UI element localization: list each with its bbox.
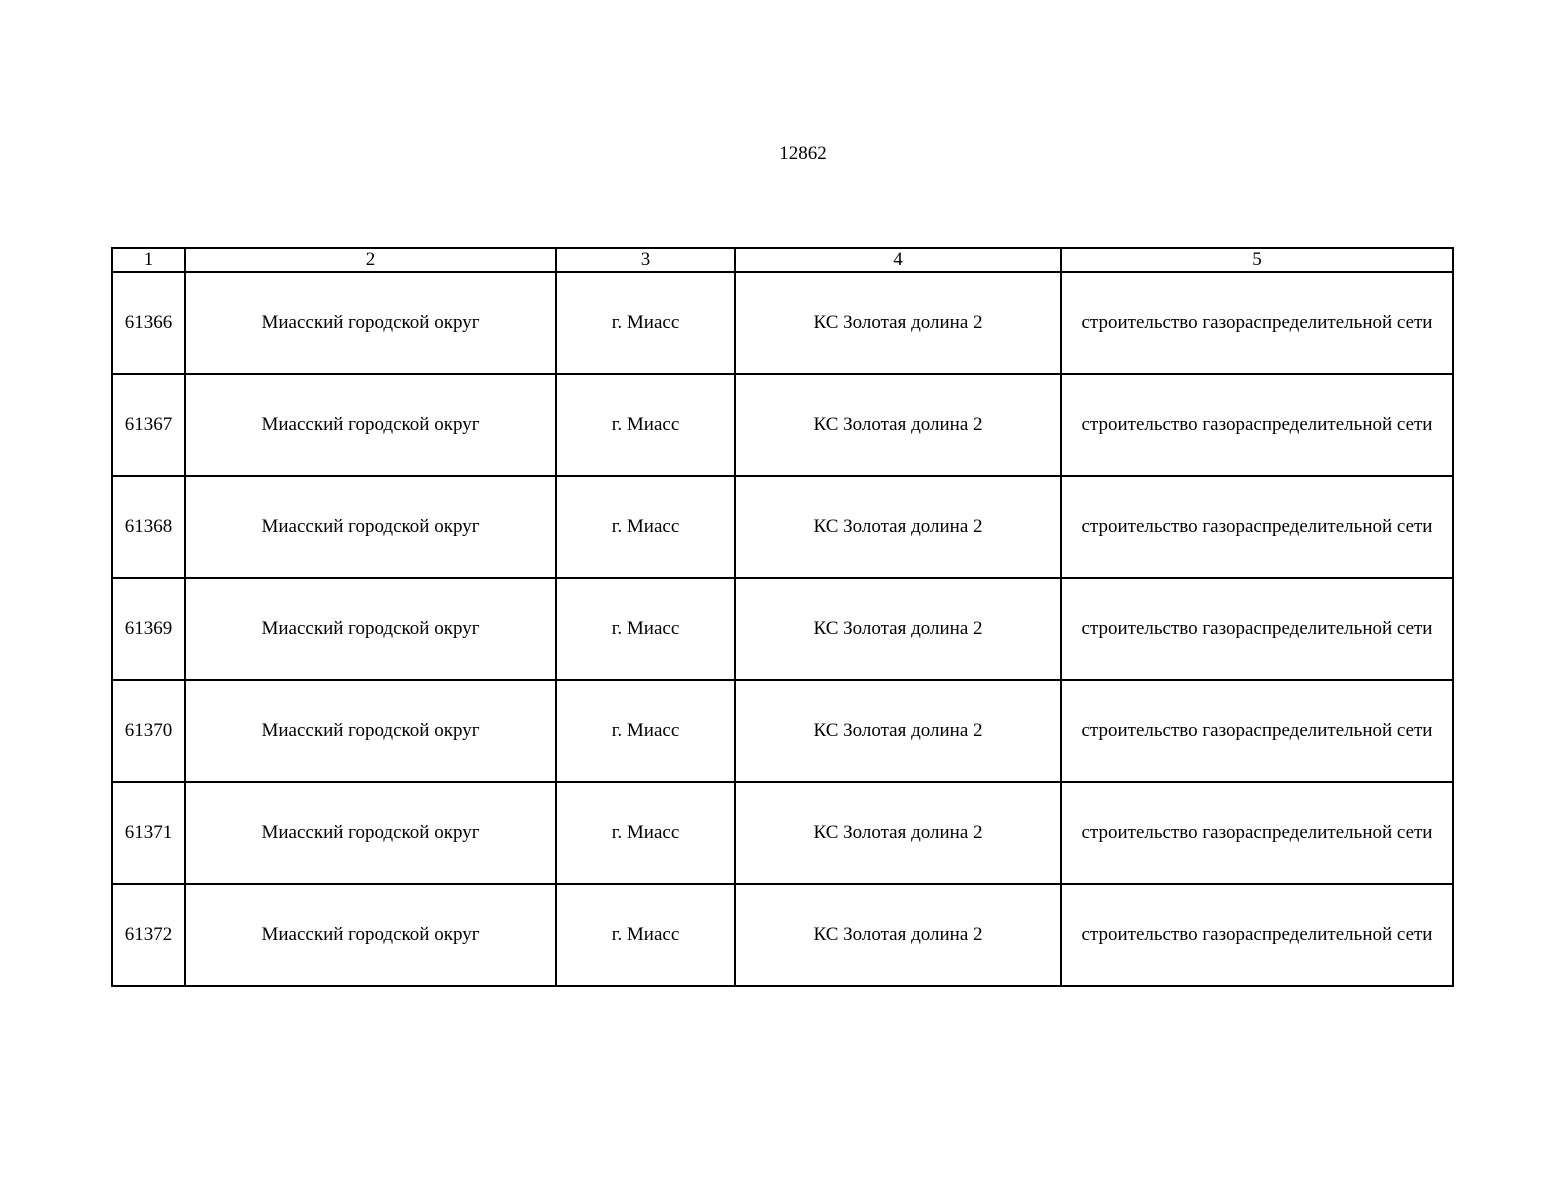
column-header: 2	[185, 248, 556, 272]
cell-number: 61369	[112, 578, 185, 680]
table-row	[112, 476, 1453, 578]
registry-table	[111, 247, 1454, 987]
cell-number: 61370	[112, 680, 185, 782]
cell-purpose: строительство газораспределительной сети	[1061, 578, 1453, 680]
cell-locality: г. Миасс	[556, 680, 735, 782]
column-header: 1	[112, 248, 185, 272]
table-row	[112, 578, 1453, 680]
cell-object: КС Золотая долина 2	[735, 578, 1061, 680]
cell-object: КС Золотая долина 2	[735, 782, 1061, 884]
cell-municipality: Миасский городской округ	[185, 782, 556, 884]
column-header: 4	[735, 248, 1061, 272]
cell-municipality: Миасский городской округ	[185, 680, 556, 782]
table-header	[112, 248, 1453, 272]
cell-object: КС Золотая долина 2	[735, 476, 1061, 578]
cell-object: КС Золотая долина 2	[735, 374, 1061, 476]
cell-number: 61367	[112, 374, 185, 476]
cell-locality: г. Миасс	[556, 374, 735, 476]
cell-municipality: Миасский городской округ	[185, 884, 556, 986]
table-row	[112, 374, 1453, 476]
table-row	[112, 680, 1453, 782]
cell-number: 61372	[112, 884, 185, 986]
page-number: 12862	[779, 143, 827, 164]
table-row	[112, 782, 1453, 884]
cell-municipality: Миасский городской округ	[185, 272, 556, 374]
cell-purpose: строительство газораспределительной сети	[1061, 782, 1453, 884]
cell-object: КС Золотая долина 2	[735, 272, 1061, 374]
cell-object: КС Золотая долина 2	[735, 884, 1061, 986]
cell-municipality: Миасский городской округ	[185, 374, 556, 476]
table-row	[112, 884, 1453, 986]
cell-number: 61368	[112, 476, 185, 578]
cell-locality: г. Миасс	[556, 578, 735, 680]
column-header: 3	[556, 248, 735, 272]
cell-municipality: Миасский городской округ	[185, 578, 556, 680]
column-header: 5	[1061, 248, 1453, 272]
cell-locality: г. Миасс	[556, 782, 735, 884]
cell-locality: г. Миасс	[556, 476, 735, 578]
cell-locality: г. Миасс	[556, 884, 735, 986]
header-row	[112, 248, 1453, 272]
cell-object: КС Золотая долина 2	[735, 680, 1061, 782]
table-row	[112, 272, 1453, 374]
cell-purpose: строительство газораспределительной сети	[1061, 374, 1453, 476]
cell-purpose: строительство газораспределительной сети	[1061, 680, 1453, 782]
cell-number: 61366	[112, 272, 185, 374]
cell-number: 61371	[112, 782, 185, 884]
cell-locality: г. Миасс	[556, 272, 735, 374]
cell-purpose: строительство газораспределительной сети	[1061, 884, 1453, 986]
cell-municipality: Миасский городской округ	[185, 476, 556, 578]
table-body	[112, 272, 1453, 986]
cell-purpose: строительство газораспределительной сети	[1061, 272, 1453, 374]
cell-purpose: строительство газораспределительной сети	[1061, 476, 1453, 578]
